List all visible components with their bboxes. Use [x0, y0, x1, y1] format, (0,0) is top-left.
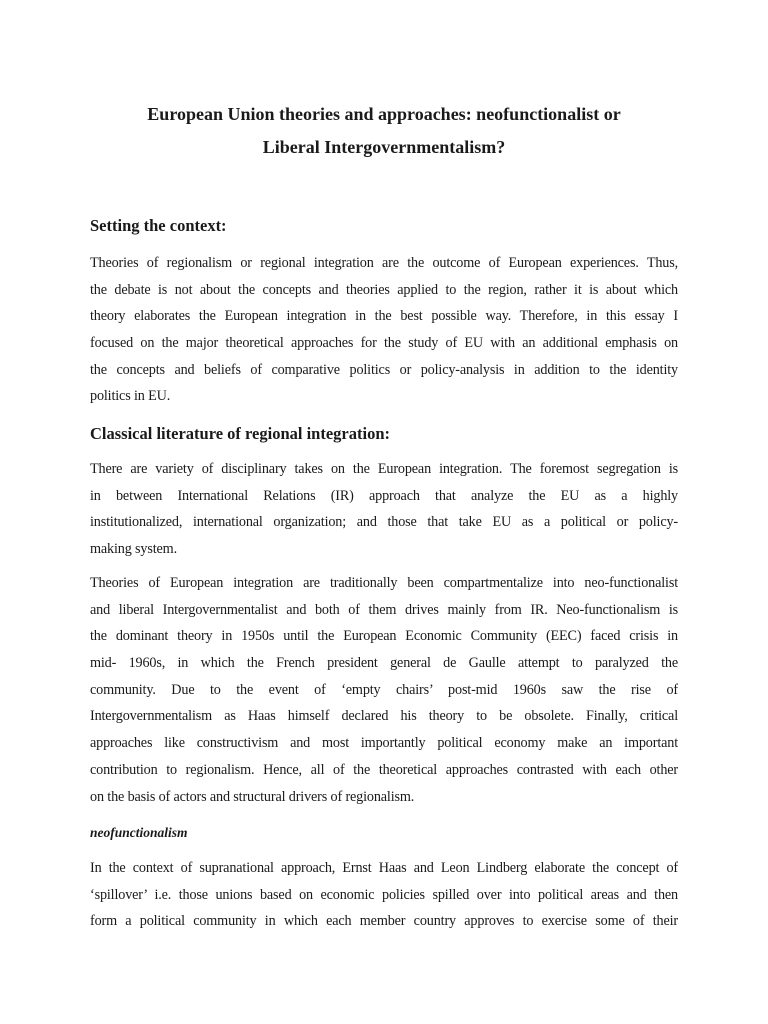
document-title-line-1: European Union theories and approaches: neofunctionalist or: [147, 104, 621, 124]
paragraph-line: making system.: [90, 541, 177, 558]
section-heading-classical-literature: Classical literature of regional integration:: [90, 424, 391, 443]
paragraph-line: the dominant theory in 1950s until the European Economic Community (EEC) faced crisis in: [90, 628, 678, 645]
paragraph-classical-literature-2: [90, 570, 678, 810]
paragraph-classical-literature-1: [90, 456, 678, 563]
paragraph-line: ‘spillover’ i.e. those unions based on economic policies spilled over into political areas and then: [90, 886, 678, 903]
paragraph-line: approaches like constructivism and most importantly political economy make an important: [90, 735, 678, 752]
paragraph-line: politics in EU.: [90, 388, 171, 405]
paragraph-line: community. Due to the event of ‘empty chairs’ post-mid 1960s saw the rise of: [90, 681, 678, 698]
paragraph-line: Intergovernmentalism as Haas himself declared his theory to be obsolete. Finally, critical: [90, 708, 678, 725]
section-heading-neofunctionalism: neofunctionalism: [90, 825, 188, 840]
paragraph-line: contribution to regionalism. Hence, all of the theoretical approaches contrasted with each other: [90, 761, 678, 778]
paragraph-line: the concepts and beliefs of comparative politics or policy-analysis in addition to the identity: [90, 361, 678, 378]
paragraph-line: and liberal Intergovernmentalist and both of them drives mainly from IR. Neo-functionalism is: [90, 601, 678, 618]
paragraph-line: There are variety of disciplinary takes on the European integration. The foremost segregation is: [90, 461, 678, 477]
section-heading-setting-context: Setting the context:: [90, 216, 227, 235]
paragraph-line: Theories of regionalism or regional integration are the outcome of European experiences. Thus,: [90, 255, 678, 271]
paragraph-line: In the context of supranational approach, Ernst Haas and Leon Lindberg elaborate the concept of: [90, 860, 678, 876]
paragraph-line: mid- 1960s, in which the French president general de Gaulle attempt to paralyzed the: [90, 655, 678, 672]
paragraph-line: Theories of European integration are traditionally been compartmentalize into neo-functionalist: [90, 575, 678, 591]
paragraph-line: on the basis of actors and structural drivers of regionalism.: [90, 788, 415, 805]
paragraph-setting-context: [90, 250, 678, 410]
paragraph-line: form a political community in which each member country approves to exercise some of their: [90, 913, 678, 930]
document-title-line-2: Liberal Intergovernmentalism?: [262, 137, 506, 157]
paragraph-line: theory elaborates the European integration in the best possible way. Therefore, in this essay I: [90, 308, 678, 325]
paragraph-line: institutionalized, international organization; and those that take EU as a political or policy-: [90, 514, 678, 531]
paragraph-line: in between International Relations (IR) approach that analyze the EU as a highly: [90, 487, 678, 504]
paragraph-line: focused on the major theoretical approaches for the study of EU with an additional emphasis on: [90, 335, 678, 352]
paragraph-neofunctionalism: [90, 855, 678, 935]
paragraph-line: the debate is not about the concepts and theories applied to the region, rather it is about which: [90, 281, 678, 298]
